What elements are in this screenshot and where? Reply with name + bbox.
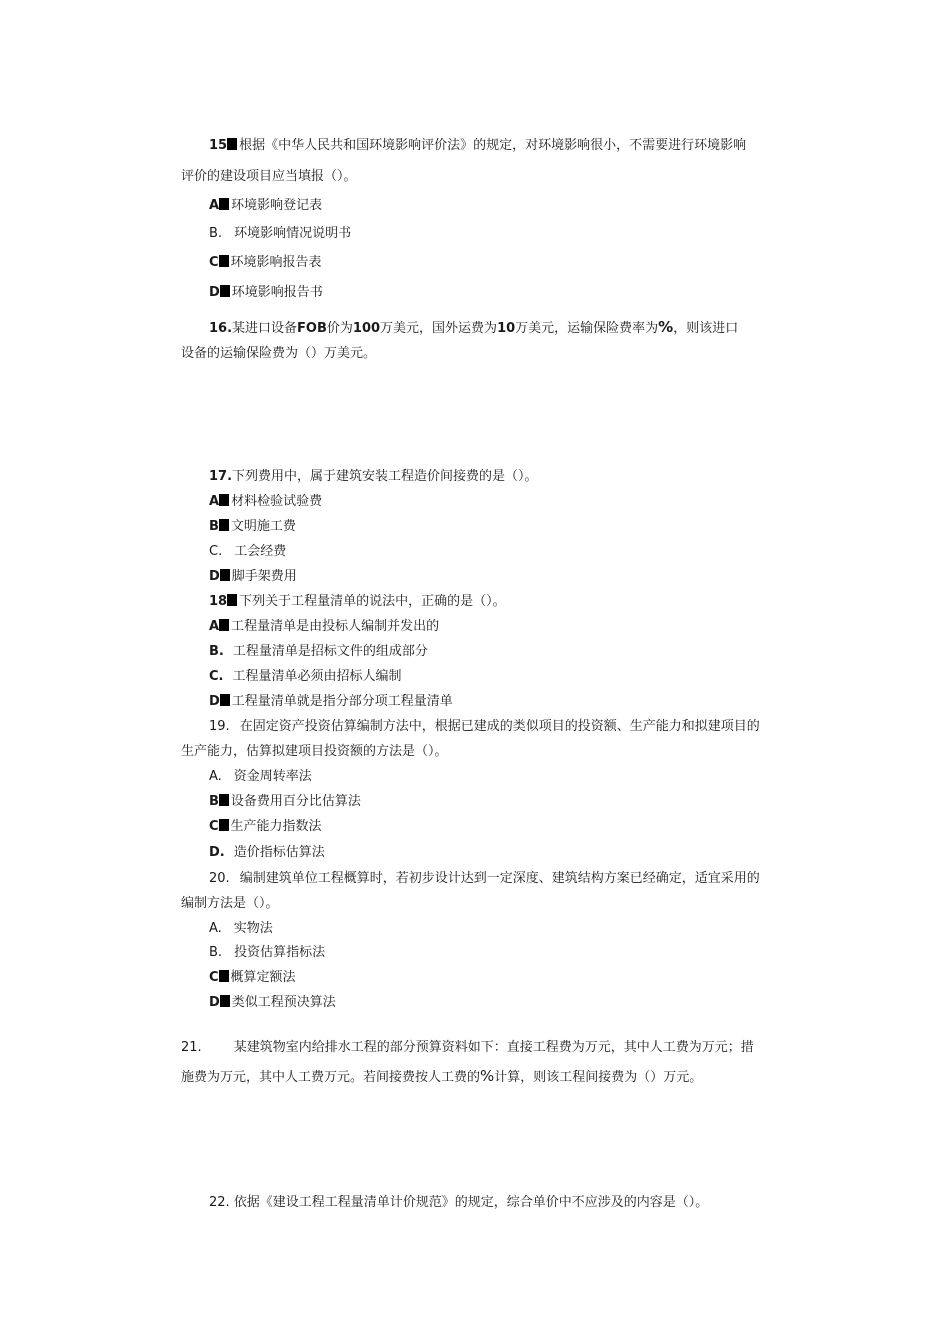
question-number: 19. <box>209 719 230 734</box>
question-text-part: 万美元，运输保险费率为 <box>515 321 659 336</box>
square-bullet-icon <box>219 794 229 806</box>
option-text: 脚手架费用 <box>231 569 297 584</box>
question-18-option-d <box>209 693 453 711</box>
question-18-option-c <box>209 668 402 686</box>
option-label: D <box>209 694 220 709</box>
question-text-part: ，则该进口 <box>673 321 739 336</box>
square-bullet-icon <box>220 694 230 706</box>
option-text: 材料检验试验费 <box>231 494 323 509</box>
option-text: 实物法 <box>233 921 273 936</box>
question-20-option-b <box>209 944 325 962</box>
question-20-option-d <box>209 994 336 1012</box>
fob-term: FOB <box>297 321 327 336</box>
square-bullet-icon <box>227 594 237 606</box>
option-label: B. <box>209 945 223 960</box>
question-20-line-2: 编制方法是（）。 <box>181 896 279 911</box>
option-text: 概算定额法 <box>230 970 296 985</box>
question-text: 某建筑物室内给排水工程的部分预算资料如下：直接工程费为万元，其中人工费为万元；措 <box>233 1040 754 1055</box>
option-text: 工程量清单必须由招标人编制 <box>232 669 402 684</box>
question-text-part: 价为 <box>326 321 353 336</box>
option-text: 工程量清单是由投标人编制并发出的 <box>231 619 440 634</box>
question-15-option-a <box>209 197 322 215</box>
question-18-line <box>209 593 506 611</box>
question-text: 在固定资产投资估算编制方法中，根据已建成的类似项目的投资额、生产能力和拟建项目的 <box>239 719 760 734</box>
option-text: 工程量清单就是指分部分项工程量清单 <box>231 694 453 709</box>
option-text: 工程量清单是招标文件的组成部分 <box>232 644 428 659</box>
option-label: D <box>209 995 220 1010</box>
percent-sign: % <box>658 318 674 336</box>
question-19-option-d <box>209 844 325 862</box>
option-text: 环境影响登记表 <box>231 198 323 213</box>
question-15-line-1 <box>209 137 746 155</box>
square-bullet-icon <box>219 198 229 210</box>
question-18-option-b <box>209 643 428 661</box>
question-19-option-c <box>209 818 322 836</box>
option-text: 工会经费 <box>234 544 287 559</box>
option-label: D. <box>209 845 225 860</box>
question-22-line <box>209 1194 708 1212</box>
option-text: 文明施工费 <box>230 519 296 534</box>
square-bullet-icon <box>219 519 229 531</box>
freight-value: 10 <box>497 321 516 336</box>
question-20-option-a <box>209 920 273 938</box>
option-label: A <box>209 198 220 213</box>
option-text: 环境影响情况说明书 <box>234 226 352 241</box>
question-17-option-b <box>209 518 296 536</box>
question-21-line-1 <box>181 1039 754 1057</box>
percent-sign: % <box>480 1067 495 1085</box>
question-number: 21. <box>181 1040 202 1055</box>
question-19-line-2: 生产能力，估算拟建项目投资额的方法是（）。 <box>181 744 448 759</box>
question-number: 17. <box>209 469 233 484</box>
fob-price-value: 100 <box>352 321 381 336</box>
option-label: B <box>209 794 219 809</box>
option-label: C <box>209 255 219 270</box>
question-number: 22. <box>209 1195 230 1210</box>
square-bullet-icon <box>219 819 229 831</box>
question-16-line-2: 设备的运输保险费为（）万美元。 <box>181 346 377 361</box>
option-label: B <box>209 519 219 534</box>
question-17-line <box>209 468 538 486</box>
question-text: 编制建筑单位工程概算时，若初步设计达到一定深度、建筑结构方案已经确定，适宜采用的 <box>239 871 760 886</box>
option-label: C <box>209 970 219 985</box>
option-text: 类似工程预决算法 <box>231 995 336 1010</box>
question-text: 下列关于工程量清单的说法中，正确的是（）。 <box>239 594 506 609</box>
square-bullet-icon <box>219 255 229 267</box>
question-text-part: 计算，则该工程间接费为（）万元。 <box>494 1070 703 1085</box>
question-15-option-c <box>209 254 322 272</box>
option-text: 投资估算指标法 <box>234 945 326 960</box>
option-text: 环境影响报告表 <box>230 255 322 270</box>
option-text: 造价指标估算法 <box>233 845 325 860</box>
option-label: D <box>209 285 220 300</box>
square-bullet-icon <box>219 494 229 506</box>
square-bullet-icon <box>220 285 230 297</box>
question-number: 16. <box>209 321 233 336</box>
question-text-part: 施费为万元，其中人工费万元。若间接费按人工费的 <box>181 1070 481 1085</box>
question-15-option-b <box>209 225 351 243</box>
question-18-option-a <box>209 618 439 636</box>
option-label: A. <box>209 769 222 784</box>
option-label: C <box>209 819 219 834</box>
square-bullet-icon <box>220 569 230 581</box>
question-16-line-1 <box>209 318 738 338</box>
question-text-part: 万美元，国外运费为 <box>380 321 498 336</box>
square-bullet-icon <box>219 619 229 631</box>
option-text: 设备费用百分比估算法 <box>230 794 361 809</box>
question-text: 依据《建设工程工程量清单计价规范》的规定，综合单价中不应涉及的内容是（）。 <box>233 1195 709 1210</box>
option-text: 生产能力指数法 <box>230 819 322 834</box>
question-number: 15 <box>209 138 228 153</box>
question-20-line-1 <box>209 870 760 888</box>
question-text-part: 某进口设备 <box>232 321 298 336</box>
square-bullet-icon <box>220 995 230 1007</box>
question-19-option-b <box>209 793 361 811</box>
option-text: 资金周转率法 <box>233 769 312 784</box>
question-19-option-a <box>209 768 312 786</box>
option-label: A <box>209 494 220 509</box>
option-label: A <box>209 619 220 634</box>
question-21-line-2 <box>181 1067 702 1087</box>
question-19-line-1 <box>209 718 760 736</box>
question-number: 18 <box>209 594 228 609</box>
question-15-line-2: 评价的建设项目应当填报（）。 <box>181 169 357 184</box>
question-17-option-a <box>209 493 322 511</box>
option-text: 环境影响报告书 <box>231 285 323 300</box>
question-number: 20. <box>209 871 230 886</box>
question-17-option-d <box>209 568 297 586</box>
question-text: 根据《中华人民共和国环境影响评价法》的规定，对环境影响很小，不需要进行环境影响 <box>239 138 747 153</box>
question-20-option-c <box>209 969 296 987</box>
option-label: A. <box>209 921 222 936</box>
question-text: 下列费用中，属于建筑安装工程造价间接费的是（）。 <box>232 469 538 484</box>
square-bullet-icon <box>219 970 229 982</box>
square-bullet-icon <box>227 138 237 150</box>
question-15-option-d <box>209 284 323 302</box>
question-17-option-c <box>209 543 286 561</box>
option-label: C. <box>209 669 224 684</box>
option-label: C. <box>209 544 223 559</box>
option-label: B. <box>209 226 223 241</box>
option-label: B. <box>209 644 224 659</box>
option-label: D <box>209 569 220 584</box>
